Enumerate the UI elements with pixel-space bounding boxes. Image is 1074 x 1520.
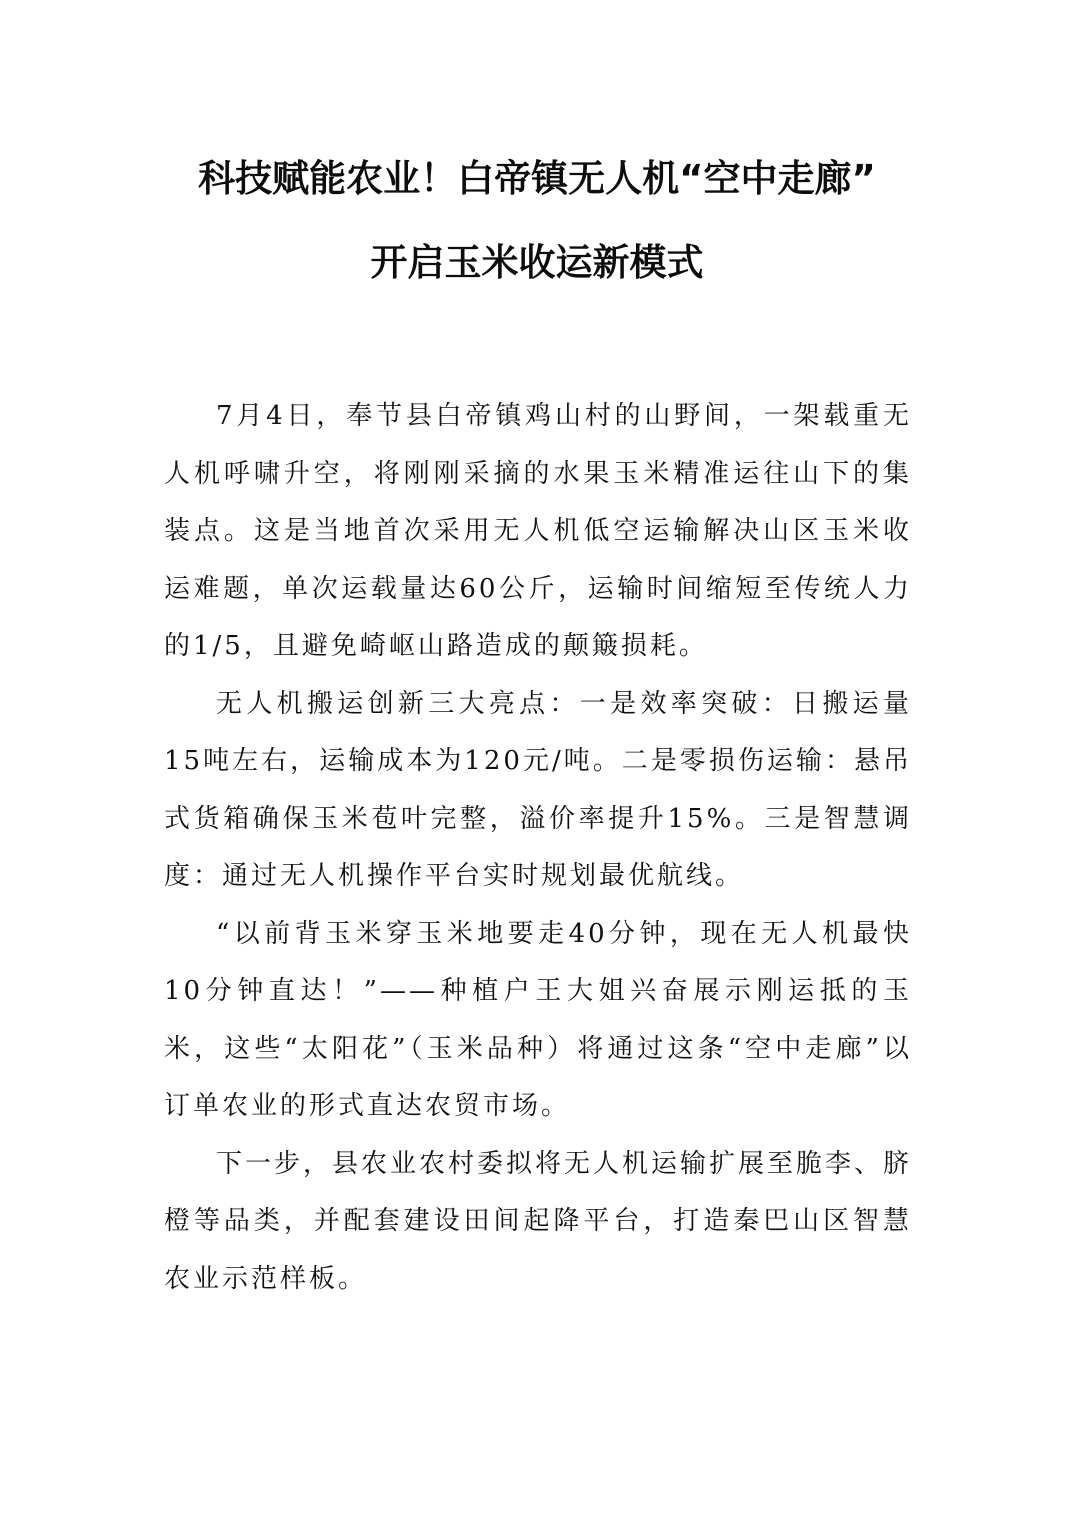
paragraph-4: 下一步，县农业农村委拟将无人机运输扩展至脆李、脐橙等品类，并配套建设田间起降平台，打造秦巴山区智慧农业示范样板。 [164, 1148, 913, 1294]
paragraph-3: “以前背玉米穿玉米地要走40分钟，现在无人机最快10分钟直达！”——种植户王大姐兴奋展示刚运抵的玉米，这些“太阳花”（玉米品种）将通过这条“空中走廊”以订单农业的形式直达农贸市场。 [164, 918, 912, 1121]
paragraph-2: 无人机搬运创新三大亮点：一是效率突破：日搬运量15吨左右，运输成本为120元/吨。二是零损伤运输：悬吊式货箱确保玉米苞叶完整，溢价率提升15%。三是智慧调度：通过无人机操作平台实时规划最优航线。 [164, 688, 912, 891]
article-body [164, 388, 912, 1308]
document-title-line-2: 开启玉米收运新模式 [370, 241, 704, 284]
paragraph-1: 7月4日，奉节县白帝镇鸡山村的山野间，一架载重无人机呼啸升空，将刚刚采摘的水果玉米精准运往山下的集装点。这是当地首次采用无人机低空运输解决山区玉米收运难题，单次运载量达60公斤，运输时间缩短至传统人力的1/5，且避免崎岖山路造成的颠簸损耗。 [164, 401, 912, 661]
document-title-line-1: 科技赋能农业！白帝镇无人机“空中走廊” [198, 157, 876, 200]
